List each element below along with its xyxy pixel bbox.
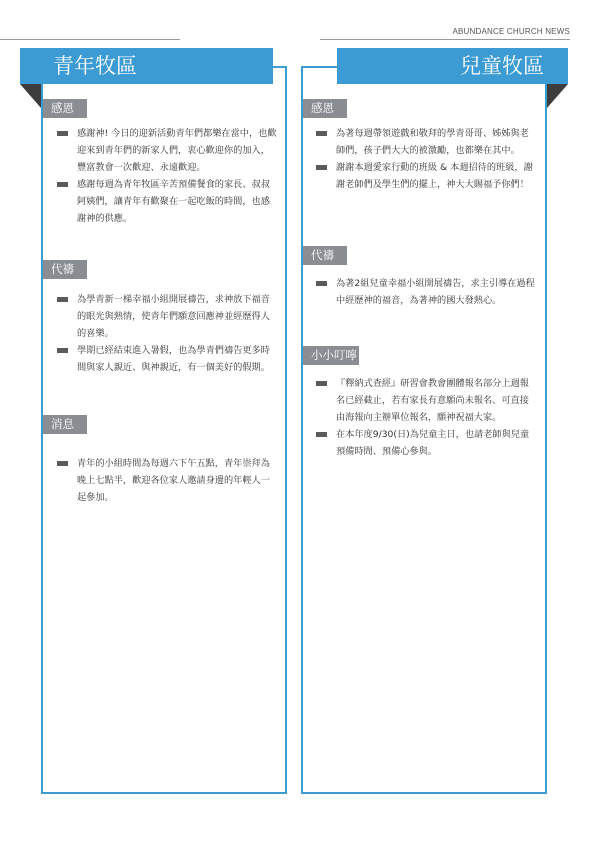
children-reminder-list (316, 375, 538, 460)
children-reminder-heading: 小小叮嚀 (303, 346, 359, 365)
bullet-icon (316, 281, 327, 286)
bullet-icon (57, 461, 68, 466)
children-thanks-heading: 感恩 (303, 99, 347, 118)
list-item: 『釋納式查經』研習會教會團體報名部分上週報名已經截止，若有家長有意願尚未報名、可直接由海報向主辦單位報名，願神祝福大家。 (316, 375, 538, 426)
list-item: 在本年度9/30(日)為兒童主日，也請老師與兒童預備時間、預備心參與。 (316, 426, 538, 460)
list-item: 感謝每週為青年牧區辛苦預備餐食的家長、叔叔阿姨們，讓青年有歡聚在一起吃飯的時間，也感謝神的供應。 (57, 176, 279, 227)
youth-thanks-heading: 感恩 (43, 99, 87, 118)
children-banner (337, 48, 568, 84)
children-prayer-heading: 代禱 (303, 246, 347, 265)
children-thanks-list (316, 125, 538, 193)
header-rule-right (320, 39, 570, 40)
children-title: 兒童牧區 (460, 54, 544, 78)
children-prayer-list (316, 275, 538, 309)
youth-prayer-list (57, 291, 279, 376)
youth-banner-fold (20, 84, 41, 108)
bullet-icon (57, 182, 68, 187)
children-banner-fold (547, 84, 568, 108)
bullet-icon (316, 381, 327, 386)
youth-news-list (57, 455, 279, 506)
header-rule-left (0, 39, 180, 40)
youth-title: 青年牧區 (53, 54, 137, 78)
list-item: 為著2組兒童幸福小組開展禱告，求主引導在過程中經歷神的福音，為著神的國大發熱心。 (316, 275, 538, 309)
list-item: 為著每週帶領遊戲和敬拜的學青哥哥、姊姊與老師們，孩子們大大的被激勵，也都樂在其中。 (316, 125, 538, 159)
youth-prayer-heading: 代禱 (43, 260, 87, 279)
list-item: 謝謝本週愛家行動的班級 & 本週招待的班級，謝謝老師們及學生們的擺上，神大大賜福予你們！ (316, 159, 538, 193)
bullet-icon (316, 131, 327, 136)
bullet-icon (57, 297, 68, 302)
bullet-icon (57, 348, 68, 353)
list-item: 感謝神! 今日的迎新活動青年們都樂在當中，也歡迎來到青年們的新家人們，衷心歡迎你的加入，豐富教會一次歡迎、永遠歡迎。 (57, 125, 279, 176)
list-item: 為學青新一梯幸福小組開展禱告，求神放下福音的眼光與熱情，使青年們願意回應神並經歷得人的喜樂。 (57, 291, 279, 342)
publication-name: ABUNDANCE CHURCH NEWS (452, 27, 570, 36)
bullet-icon (316, 165, 327, 170)
bullet-icon (316, 432, 327, 437)
list-item: 學期已經結束進入暑假，也為學青們禱告更多時間與家人親近、與神親近，有一個美好的假期。 (57, 342, 279, 376)
youth-news-heading: 消息 (43, 415, 87, 434)
youth-banner (20, 48, 273, 84)
list-item: 青年的小組時間為每週六下午五點，青年崇拜為晚上七點半，歡迎各位家人邀請身邊的年輕人一起參加。 (57, 455, 279, 506)
youth-thanks-list (57, 125, 279, 227)
bullet-icon (57, 131, 68, 136)
